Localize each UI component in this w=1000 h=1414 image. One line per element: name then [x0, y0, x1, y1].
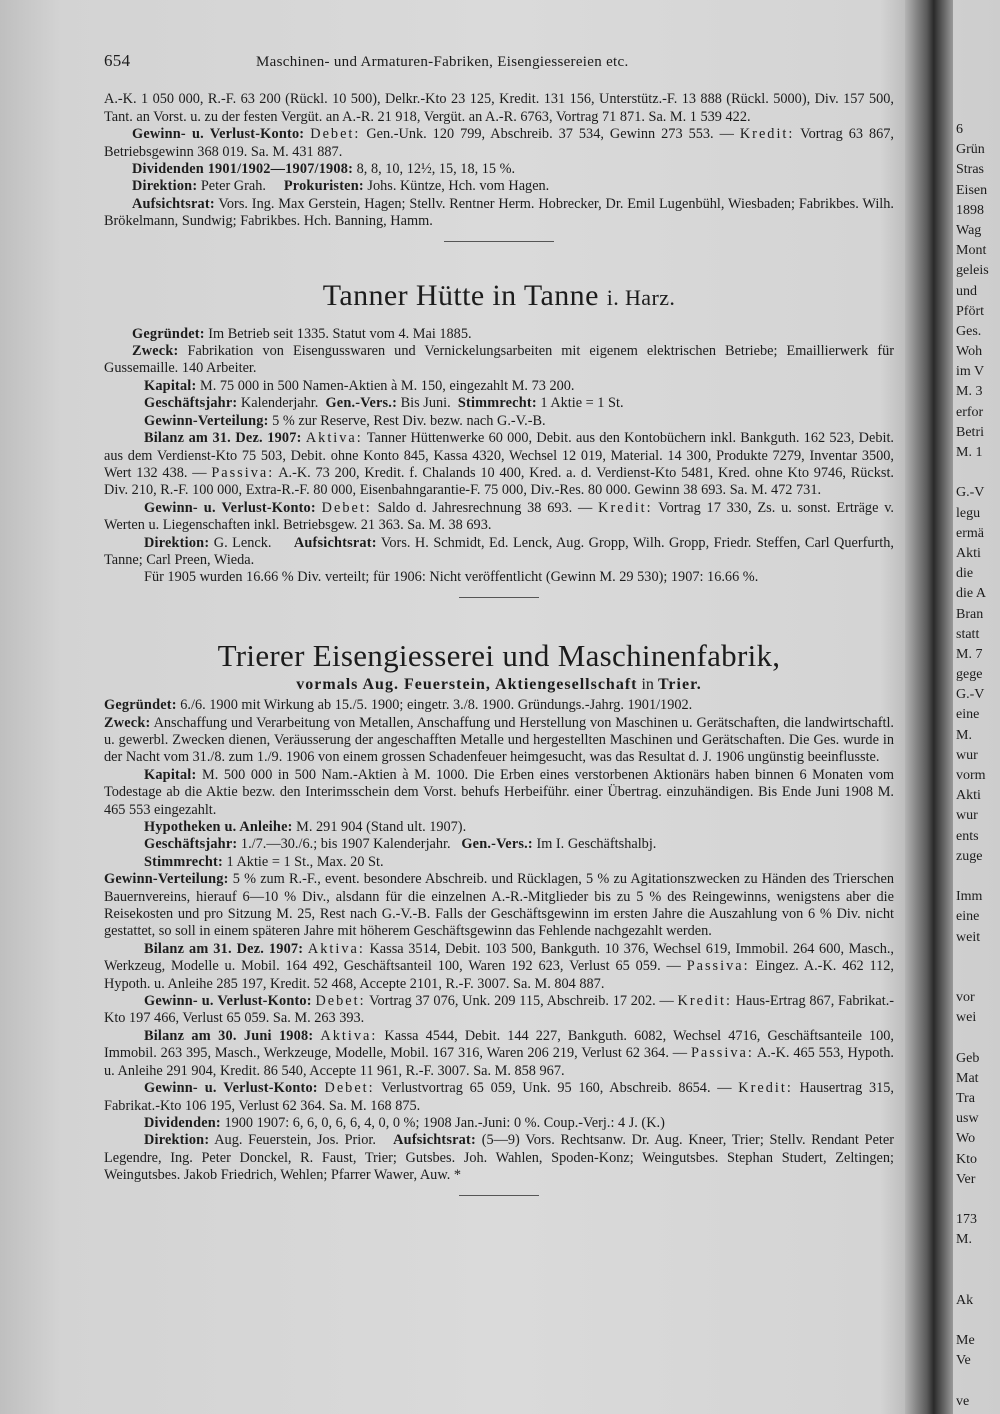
adjacent-page-fragment: ents [956, 828, 979, 844]
trierer-profit-loss-1908: Gewinn- u. Verlust-Konto: Debet: Verlustvortrag 65 059, Unk. 95 160, Abschreib. 8654. — Kredit: Hausertrag 315, Fabrikat.-Kto 106 195, Verlust 62 364. Sa. M. 168 875. [104, 1080, 894, 1114]
adjacent-page-fragment: Stras [956, 162, 984, 178]
adjacent-page-fragment: vorm [956, 768, 986, 783]
running-title: Maschinen- und Armaturen-Fabriken, Eisengiessereien etc. [256, 54, 629, 70]
prev-capital-paragraph: A.-K. 1 050 000, R.-F. 63 200 (Rückl. 10 500), Delkr.-Kto 23 125, Kredit. 131 156, Unterstütz.-F. 13 888 (Rückl. 5000), Div. 157 500, Tant. an Vorst. u. zu der festen Vergüt. an A.-R. 21 918, Vergüt. an A.-R. 6763, Vortrag 71 871. Sa. M. 1 539 422. [104, 91, 894, 125]
adjacent-page-fragment: M. [956, 727, 972, 743]
running-header [104, 52, 894, 71]
tanner-capital: Kapital: M. 75 000 in 500 Namen-Aktien à M. 150, eingezahlt M. 73 200. [144, 377, 575, 394]
tanner-note: Für 1905 wurden 16.66 % Div. verteilt; für 1906: Nicht veröffentlicht (Gewinn M. 29 530); 1907: 16.66 %. [144, 569, 759, 586]
adjacent-page-fragment: Geb [956, 1050, 980, 1066]
prev-guv-paragraph: Gewinn- u. Verlust-Konto: Debet: Gen.-Unk. 120 799, Abschreib. 37 534, Gewinn 273 553. — Kredit: Vortrag 63 867, Betriebsgewinn 368 019. Sa. M. 431 887. [104, 126, 894, 160]
adjacent-page-fragment: M. 1 [956, 445, 983, 460]
adjacent-page-fragment: Grün [956, 142, 985, 158]
trierer-heading: Trierer Eisengiesserei und Maschinenfabrik, [217, 637, 781, 673]
adjacent-page-fragment: Imm [956, 889, 983, 905]
adjacent-page-edge [956, 120, 1000, 1412]
page-number: 654 [104, 51, 131, 70]
adjacent-page-fragment: Akti [956, 788, 981, 804]
adjacent-page-fragment: Kto [956, 1151, 977, 1167]
adjacent-page-fragment: Bran [956, 606, 984, 622]
adjacent-page-fragment: eine [956, 909, 980, 925]
adjacent-page-fragment [956, 948, 1000, 968]
adjacent-page-fragment [956, 463, 1000, 483]
trierer-subheading: vormals Aug. Feuerstein, Aktiengesellschaft in Trier. [296, 675, 702, 693]
adjacent-page-fragment [956, 968, 1000, 988]
adjacent-page-fragment: Betri [956, 424, 984, 440]
tanner-fiscal-year: Geschäftsjahr: Kalenderjahr. Gen.-Vers.: Bis Juni. Stimmrecht: 1 Aktie = 1 St. [144, 395, 624, 412]
adjacent-page-fragment: Akti [956, 545, 981, 561]
tanner-direction: Direktion: G. Lenck. Aufsichtsrat: Vors. H. Schmidt, Ed. Lenck, Aug. Gropp, Wilh. Gropp, Friedr. Steffen, Carl Querfurth, Tanne; Carl Preen, Wieda. [104, 534, 894, 568]
adjacent-page-fragment: ve [956, 1393, 970, 1409]
trierer-voting: Stimmrecht: 1 Aktie = 1 St., Max. 20 St. [144, 853, 384, 870]
tanner-founded: Gegründet: Im Betrieb seit 1335. Statut vom 4. Mai 1885. [132, 325, 472, 342]
adjacent-page-fragment: Wag [956, 222, 982, 238]
adjacent-page-fragment: wei [956, 1010, 977, 1026]
trierer-profit-loss-1907: Gewinn- u. Verlust-Konto: Debet: Vortrag 37 076, Unk. 209 115, Abschreib. 17 202. — Kredit: Haus-Ertrag 867, Fabrikat.-Kto 197 466, Verlust 65 059. Sa. M. 263 393. [104, 993, 895, 1027]
adjacent-page-fragment: legu [956, 505, 981, 521]
trierer-founded: Gegründet: 6./6. 1900 mit Wirkung ab 15./5. 1900; eingetr. 3./8. 1900. Gründungs.-Jahrg. 1901/1902. [104, 697, 693, 714]
trierer-purpose: Zweck: Anschaffung und Verarbeitung von Metallen, Anschaffung und Herstellung von Maschinen u. Gerätschaften, die landwirtschaftl. u. gewerbl. Zwecken dienen, Veräusserung der angeschafften Metalle und hergestellten Maschinen und Gerätschaften. Die Ges. wurde in der Nacht vom 31./8. zum 1./9. 1906 von einem grossen Schadenfeuer heimgesucht, was das Resultat d. J. 1906 ungünstig beeinflusste. [104, 714, 894, 766]
prev-dividends: Dividenden 1901/1902—1907/1908: 8, 8, 10, 12½, 15, 18, 15 %. [132, 161, 516, 178]
trierer-balance-1908: Bilanz am 30. Juni 1908: Aktiva: Kassa 4544, Debit. 144 227, Bankguth. 6082, Wechsel 4716, Geschäftsanteile 100, Immobil. 263 395, Masch., Werkzeuge, Modelle, Mobil. 167 316, Waren 206 219, Verlust 62 364. — Passiva: A.-K. 465 553, Hypoth. u. Anleihe 291 904, Kredit. 86 540, Accepte 11 961, R.-F. 3007. Sa. M. 858 967. [104, 1027, 895, 1079]
adjacent-page-fragment: wur [956, 747, 978, 763]
adjacent-page-fragment: vor [956, 990, 975, 1006]
book-gutter-shadow [905, 0, 953, 1414]
adjacent-page-fragment: im V [956, 364, 985, 380]
prev-supervisory-board: Aufsichtsrat: Vors. Ing. Max Gerstein, Hagen; Stellv. Rentner Herm. Hobrecker, Dr. Emil Lugenbühl, Wiesbaden; Fabrikbes. Wilh. Brökelmann, Sundwig; Fabrikbes. Hch. Banning, Hamm. [104, 195, 894, 230]
prev-direction: Direktion: Peter Grah. Prokuristen: Johs. Küntze, Hch. vom Hagen. [132, 178, 550, 195]
adjacent-page-fragment [956, 1271, 1000, 1291]
adjacent-page-fragment [956, 867, 1000, 887]
adjacent-page-fragment: Ges. [956, 323, 982, 339]
tanner-heading: Tanner Hütte in Tanne i. Harz. [322, 278, 676, 312]
adjacent-page-fragment [956, 1372, 1000, 1392]
adjacent-page-fragment: wur [956, 808, 978, 824]
adjacent-page-fragment: Woh [956, 344, 983, 360]
section-divider [459, 1195, 539, 1196]
adjacent-page-fragment: 1898 [956, 202, 984, 218]
adjacent-page-fragment: usw [956, 1111, 979, 1127]
adjacent-page-fragment: Ve [956, 1353, 971, 1369]
adjacent-page-fragment [956, 1028, 1000, 1048]
adjacent-page-fragment: und [956, 283, 977, 299]
adjacent-page-fragment: gege [956, 667, 983, 683]
adjacent-page-fragment: G.-V [956, 687, 985, 703]
trierer-capital: Kapital: M. 500 000 in 500 Nam.-Aktien à M. 1000. Die Erben eines verstorbenen Aktionärs haben binnen 6 Monaten vom Todestage ab die Aktie bezw. den Interimsschein dem Vorst. behufs Herbeiführ. einer Übertrag. einzuhändigen. Bis Ende Juni 1908 M. 465 553 eingezahlt. [104, 766, 894, 818]
trierer-fiscal-year: Geschäftsjahr: 1./7.—30./6.; bis 1907 Kalenderjahr. Gen.-Vers.: Im I. Geschäftshalbj. [144, 836, 657, 853]
document-page [104, 52, 894, 1196]
trierer-mortgages: Hypotheken u. Anleihe: M. 291 904 (Stand ult. 1907). [144, 819, 467, 835]
adjacent-page-fragment: Me [956, 1333, 975, 1349]
adjacent-page-fragment [956, 1190, 1000, 1210]
adjacent-page-fragment: erfor [956, 404, 984, 420]
adjacent-page-fragment: G.-V [956, 485, 985, 501]
adjacent-page-fragment: Ver [956, 1171, 976, 1187]
adjacent-page-fragment: weit [956, 929, 981, 945]
adjacent-page-fragment: Wo [956, 1131, 976, 1147]
adjacent-page-fragment: Pfört [956, 303, 984, 319]
adjacent-page-fragment: zuge [956, 848, 983, 864]
adjacent-page-fragment: geleis [956, 263, 989, 279]
adjacent-page-fragment: M. 3 [956, 384, 983, 400]
trierer-direction: Direktion: Aug. Feuerstein, Jos. Prior. Aufsichtsrat: (5—9) Vors. Rechtsanw. Dr. Aug. Kneer, Trier; Stellv. Rendant Peter Legendre, Ing. Peter Donckel, R. Faust, Trier; Gutsbes. Joh. Wahlen, Spoden-Konz; Weingutsbes. Stephan Studert, Zeltingen; Weingutsbes. Jakob Friedrich, Wehlen; Pfarrer Wawer, Auw. * [104, 1132, 894, 1184]
adjacent-page-fragment: eine [956, 707, 980, 723]
adjacent-page-fragment: 173 [956, 1212, 977, 1228]
section-divider [459, 597, 539, 598]
tanner-profit-distribution: Gewinn-Verteilung: 5 % zur Reserve, Rest Div. bezw. nach G.-V.-B. [144, 412, 546, 429]
adjacent-page-fragment: 6 [956, 122, 963, 137]
tanner-balance: Bilanz am 31. Dez. 1907: Aktiva: Tanner Hüttenwerke 60 000, Debit. aus den Kontobüchern inkl. Bankguth. 162 523, Debit. aus dem Verdienst-Kto 75 503, Debit. ohne Konto 845, Kassa 4320, Wechsel 12 019, Material. 14 300, Produkte 7279, Inventar 3500, Wert 132 438. — Passiva: A.-K. 73 200, Kredit. f. Chalands 10 400, Kred. a. d. Verdienst-Kto 5481, Kred. ohne Kto 9746, Rückst. Div. 210, R.-F. 100 000, Extra-R.-F. 80 000, Eisenbahngarantie-F. 75 000, Div.-Res. 80 000. Gewinn 38 693. Sa. M. 472 731. [104, 430, 894, 499]
adjacent-page-fragment: statt [956, 626, 980, 642]
adjacent-page-fragment [956, 1251, 1000, 1271]
adjacent-page-fragment: M. [956, 1232, 972, 1248]
adjacent-page-fragment: ermä [956, 525, 984, 541]
adjacent-page-fragment: Eisen [956, 182, 988, 198]
tanner-profit-loss: Gewinn- u. Verlust-Konto: Debet: Saldo d. Jahresrechnung 38 693. — Kredit: Vortrag 17 330, Zs. u. sonst. Erträge v. Werten u. Liegenschaften inkl. Betriebsgew. 21 363. Sa. M. 38 693. [104, 499, 895, 534]
section-divider [444, 241, 554, 242]
adjacent-page-fragment: M. 7 [956, 646, 983, 662]
adjacent-page-fragment [956, 1311, 1000, 1331]
adjacent-page-fragment: Mont [956, 243, 987, 259]
tanner-purpose: Zweck: Fabrikation von Eisengusswaren und Vernickelungsarbeiten mit eigenem elektrischen Betriebe; Emaillierwerk für Gussemaille. 140 Arbeiter. [104, 343, 894, 377]
adjacent-page-fragment: Mat [956, 1070, 979, 1086]
adjacent-page-fragment: die [956, 566, 974, 582]
adjacent-page-fragment: Ak [956, 1292, 974, 1308]
trierer-balance-1907: Bilanz am 31. Dez. 1907: Aktiva: Kassa 3514, Debit. 103 500, Bankguth. 10 376, Wechsel 619, Immobil. 264 600, Masch., Werkzeug, Modelle u. Mobil. 164 492, Geschäftsanteil 100, Waren 192 623, Verlust 65 059. — Passiva: Eingez. A.-K. 462 112, Hypoth. u. Anleihe 285 197, Kredit. 52 468, Accepte 2101, R.-F. 3007. Sa. M. 804 887. [104, 940, 895, 992]
trierer-profit-distribution: Gewinn-Verteilung: 5 % zum R.-F., event. besondere Abschreib. und Rücklagen, 5 % zu Agitationszwecken zu Händen des Trierschen Bauernvereins, hierauf 6—10 % Div., alsdann für die einzelnen A.-R.-Mitglieder bis zu 5 % des Reingewinns, wenigstens aber die Reisekosten und pro Sitzung M. 25, Rest nach G.-V.-B. Falls der Geschäftsgewinn im ersten Jahre die Auszahlung von 6 % Div. nicht gestattet, so soll in einem späteren Jahre mit höherem Geschäftsgewinn das Fehlende nachgezahlt werden. [104, 871, 895, 940]
adjacent-page-fragment: Tra [956, 1091, 975, 1106]
trierer-dividends: Dividenden: 1900 1907: 6, 6, 0, 6, 6, 4, 0, 0 %; 1908 Jan.-Juni: 0 %. Coup.-Verj.: 4 J. (K.) [144, 1114, 665, 1131]
adjacent-page-fragment: die A [956, 586, 986, 602]
